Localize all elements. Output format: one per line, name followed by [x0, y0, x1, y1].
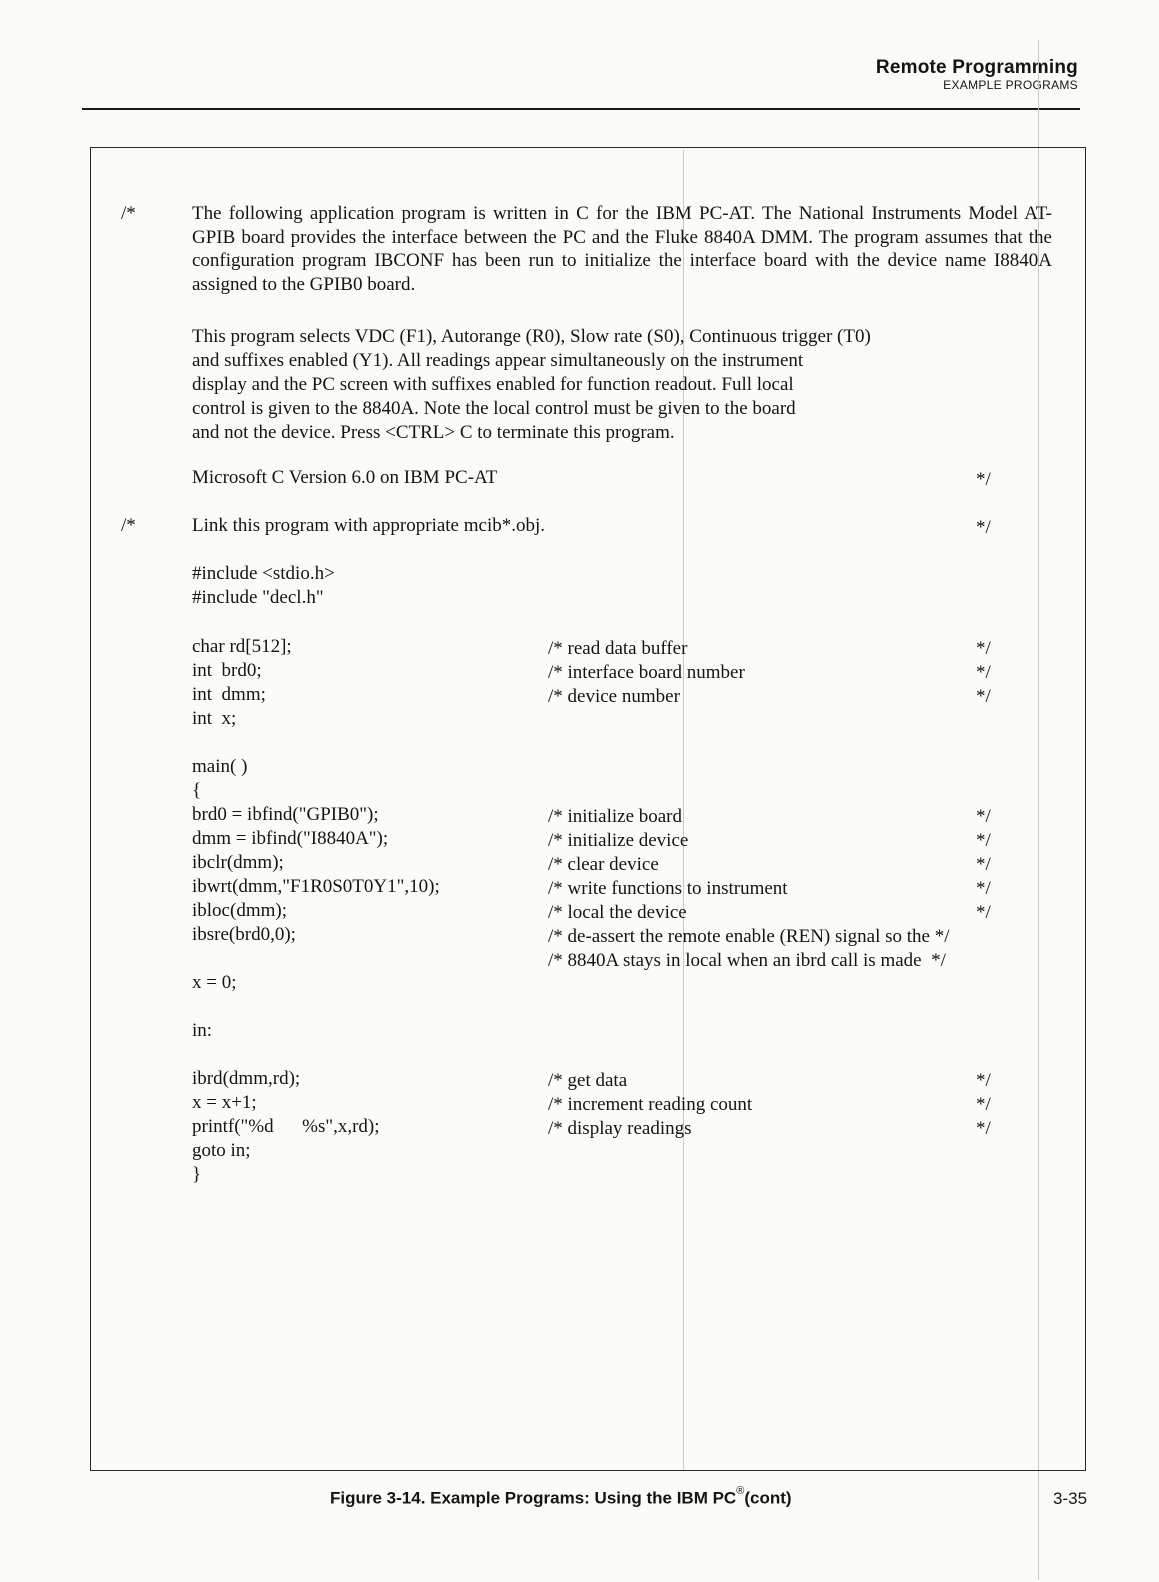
- code-line-include: #include <stdio.h>: [192, 563, 335, 584]
- header-title: Remote Programming: [875, 57, 1078, 78]
- code-line-main: main( ): [192, 756, 248, 777]
- comment-open-marker: /*: [121, 203, 136, 224]
- description-line: display and the PC screen with suffixes enabled for function readout. Full local: [192, 374, 794, 395]
- code-comment: /* initialize board: [548, 806, 683, 827]
- code-line-call: brd0 = ibfind("GPIB0");: [192, 804, 379, 825]
- page-number: 3-35: [1053, 1489, 1088, 1508]
- code-line-label: in:: [192, 1020, 213, 1041]
- code-line-call: printf("%d %s",x,rd);: [192, 1116, 380, 1137]
- code-line-call: dmm = ibfind("I8840A");: [192, 828, 389, 849]
- code-line-call: ibloc(dmm);: [192, 900, 287, 921]
- header-rule: [82, 108, 1080, 110]
- link-note: Link this program with appropriate mcib*.obj.: [192, 515, 546, 536]
- comment-close-marker: */: [976, 638, 991, 659]
- comment-close-marker: */: [976, 517, 991, 538]
- code-line-call: x = x+1;: [192, 1092, 257, 1113]
- comment-close-marker: */: [976, 854, 991, 875]
- description-line: and suffixes enabled (Y1). All readings appear simultaneously on the instrument: [192, 350, 804, 371]
- comment-close-marker: */: [976, 662, 991, 683]
- code-comment: /* display readings: [548, 1118, 692, 1139]
- code-comment: /* local the device: [548, 902, 687, 923]
- code-comment: /* de-assert the remote enable (REN) signal so the */: [548, 926, 950, 947]
- caption-text: Figure 3-14. Example Programs: Using the IBM PC: [330, 1488, 737, 1508]
- registered-mark: ®: [736, 1485, 745, 1497]
- comment-close-marker: */: [976, 806, 991, 827]
- code-line-call: ibsre(brd0,0);: [192, 924, 296, 945]
- description-line: control is given to the 8840A. Note the local control must be given to the board: [192, 398, 796, 419]
- code-comment: /* initialize device: [548, 830, 689, 851]
- code-line-declaration: int brd0;: [192, 660, 262, 681]
- comment-close-marker: */: [976, 902, 991, 923]
- description-line: This program selects VDC (F1), Autorange (R0), Slow rate (S0), Continuous trigger (T0): [192, 326, 871, 347]
- caption-suffix: (cont): [744, 1488, 792, 1508]
- code-line-assign: x = 0;: [192, 972, 237, 993]
- code-line-declaration: char rd[512];: [192, 636, 292, 657]
- code-comment: /* clear device: [548, 854, 659, 875]
- code-comment: /* get data: [548, 1070, 628, 1091]
- figure-caption: [330, 1485, 792, 1509]
- header-subtitle: EXAMPLE PROGRAMS: [943, 78, 1078, 92]
- comment-close-marker: */: [976, 1094, 991, 1115]
- code-line-call: ibwrt(dmm,"F1R0S0T0Y1",10);: [192, 876, 440, 897]
- code-line-call: ibclr(dmm);: [192, 852, 284, 873]
- code-line-brace: {: [192, 780, 202, 801]
- comment-close-marker: */: [976, 830, 991, 851]
- code-line-include: #include "decl.h": [192, 587, 324, 608]
- comment-open-marker: /*: [121, 515, 136, 536]
- code-comment: /* interface board number: [548, 662, 745, 683]
- code-line-call: ibrd(dmm,rd);: [192, 1068, 301, 1089]
- code-line-brace: }: [192, 1164, 202, 1185]
- intro-paragraph: The following application program is written in C for the IBM PC-AT. The National Instruments Model AT-GPIB board provides the interface between the PC and the Fluke 8840A DMM. The program assumes that the configuration program IBCONF has been run to initialize the interface board with the device name I8840A assigned to the GPIB0 board.: [192, 203, 1052, 296]
- code-comment: /* 8840A stays in local when an ibrd call is made */: [548, 950, 946, 971]
- compiler-note: Microsoft C Version 6.0 on IBM PC-AT: [192, 467, 498, 488]
- comment-close-marker: */: [976, 1118, 991, 1139]
- code-comment: /* increment reading count: [548, 1094, 753, 1115]
- code-comment: /* read data buffer: [548, 638, 688, 659]
- code-comment: /* device number: [548, 686, 680, 707]
- comment-close-marker: */: [976, 1070, 991, 1091]
- comment-close-marker: */: [976, 469, 991, 490]
- code-line-declaration: int dmm;: [192, 684, 266, 705]
- code-line-declaration: int x;: [192, 708, 237, 729]
- code-comment: /* write functions to instrument: [548, 878, 788, 899]
- comment-close-marker: */: [976, 878, 991, 899]
- comment-close-marker: */: [976, 686, 991, 707]
- description-line: and not the device. Press <CTRL> C to terminate this program.: [192, 422, 675, 443]
- code-line-goto: goto in;: [192, 1140, 251, 1161]
